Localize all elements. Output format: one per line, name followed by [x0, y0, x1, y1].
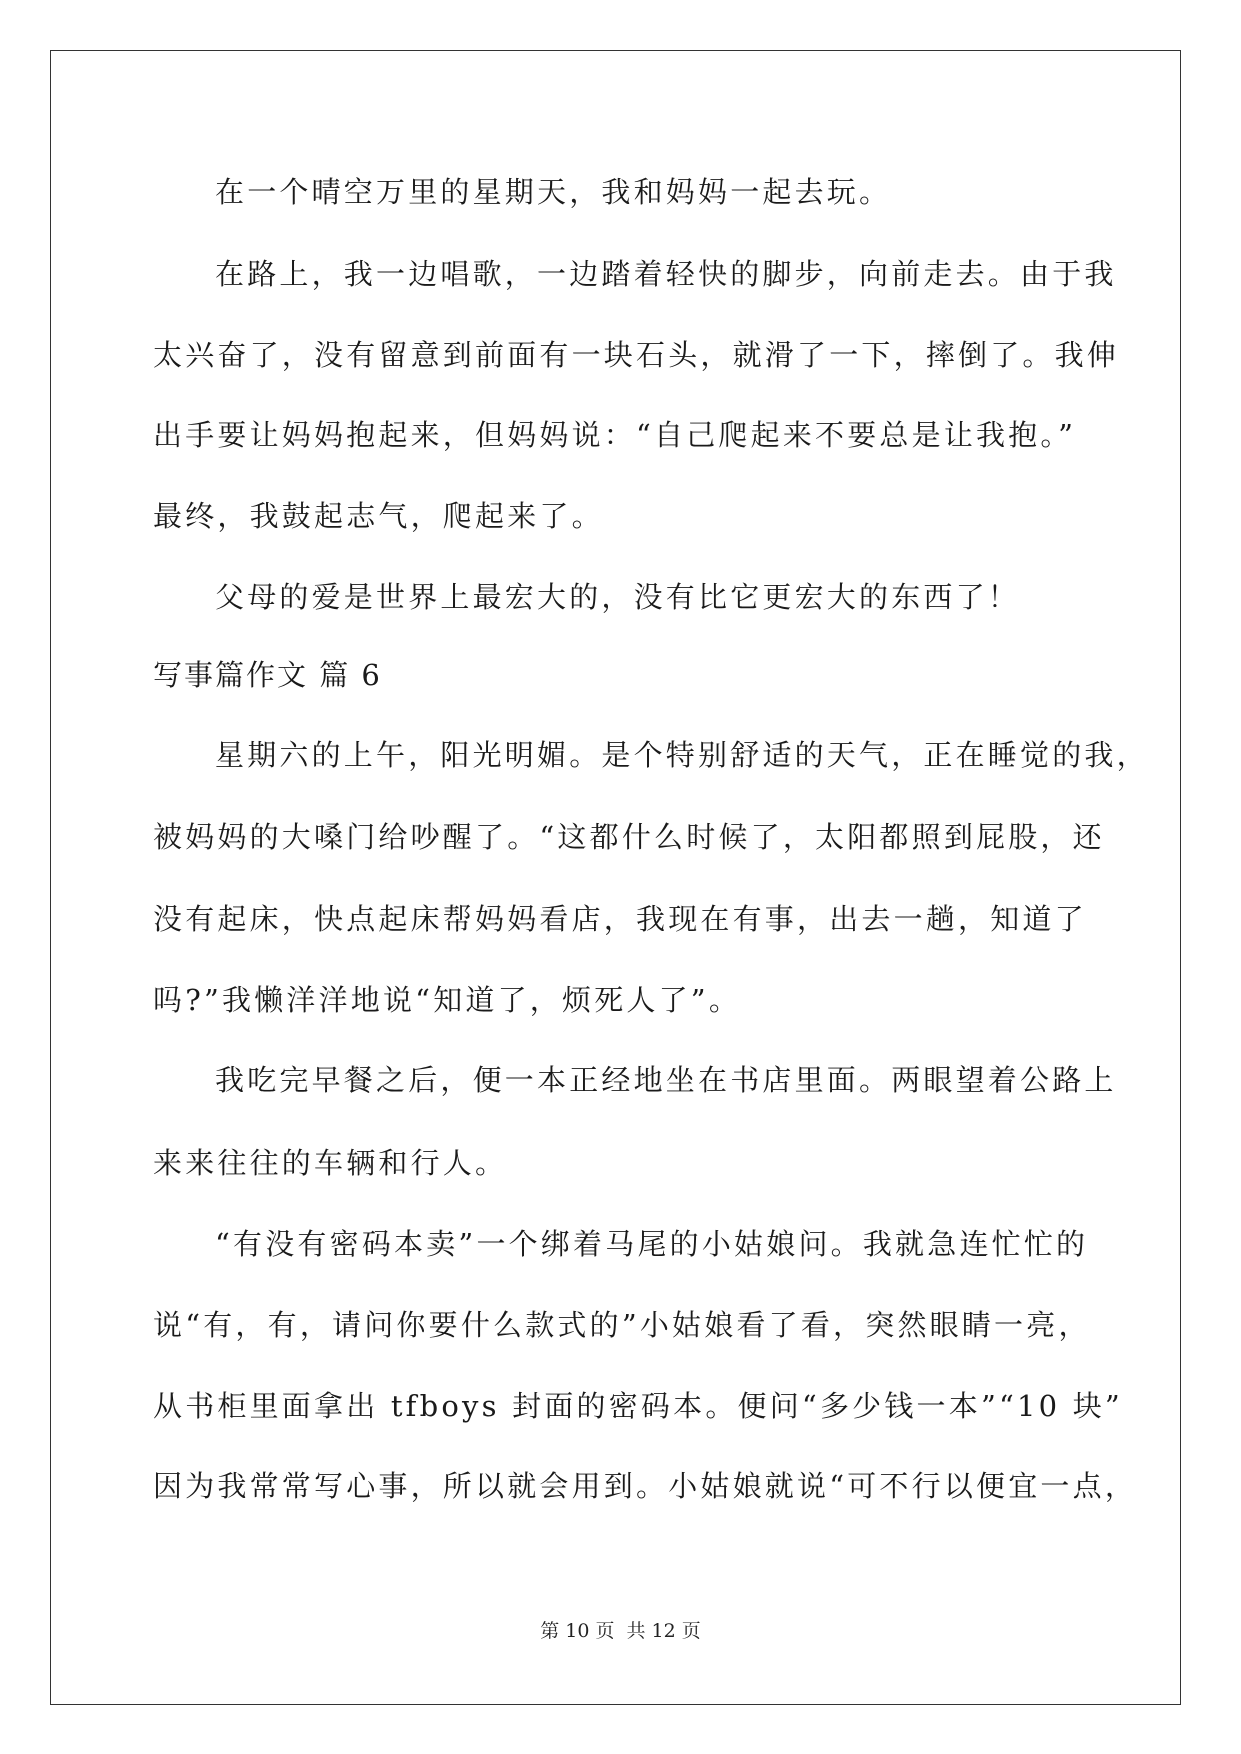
- paragraph-line: 因为我常常写心事，所以就会用到。小姑娘就说“可不行以便宜一点，: [153, 1469, 1138, 1503]
- paragraph-line: 父母的爱是世界上最宏大的，没有比它更宏大的东西了！: [215, 580, 1021, 614]
- page-footer: [0, 1618, 1241, 1644]
- paragraph-line: 被妈妈的大嗓门给吵醒了。“这都什么时候了，太阳都照到屁股，还: [153, 820, 1105, 854]
- section-heading: 写事篇作文 篇 6: [153, 658, 382, 692]
- page-border: [50, 50, 1181, 1705]
- paragraph-line: 星期六的上午，阳光明媚。是个特别舒适的天气，正在睡觉的我，: [215, 738, 1149, 772]
- paragraph-line: 说“有，有，请问你要什么款式的”小姑娘看了看，突然眼睛一亮，: [153, 1308, 1091, 1342]
- paragraph-line: 从书柜里面拿出 tfboys 封面的密码本。便问“多少钱一本”“10 块”: [153, 1389, 1123, 1423]
- paragraph-line: 出手要让妈妈抱起来，但妈妈说：“自己爬起来不要总是让我抱。”: [153, 418, 1077, 452]
- paragraph-line: “有没有密码本卖”一个绑着马尾的小姑娘问。我就急连忙忙的: [215, 1227, 1089, 1261]
- paragraph-line: 在路上，我一边唱歌，一边踏着轻快的脚步，向前走去。由于我: [215, 257, 1117, 291]
- paragraph-line: 吗?”我懒洋洋地说“知道了，烦死人了”。: [153, 983, 742, 1017]
- paragraph-line: 最终，我鼓起志气，爬起来了。: [153, 499, 604, 533]
- paragraph-line: 太兴奋了，没有留意到前面有一块石头，就滑了一下，摔倒了。我伸: [153, 338, 1120, 372]
- paragraph-line: 我吃完早餐之后，便一本正经地坐在书店里面。两眼望着公路上: [215, 1063, 1117, 1097]
- current-page-number: 第 10 页: [540, 1620, 615, 1642]
- paragraph-line: 来来往往的车辆和行人。: [153, 1146, 508, 1180]
- paragraph-line: 没有起床，快点起床帮妈妈看店，我现在有事，出去一趟，知道了: [153, 902, 1087, 936]
- total-page-count: 共 12 页: [626, 1620, 701, 1642]
- paragraph-line: 在一个晴空万里的星期天，我和妈妈一起去玩。: [215, 175, 892, 209]
